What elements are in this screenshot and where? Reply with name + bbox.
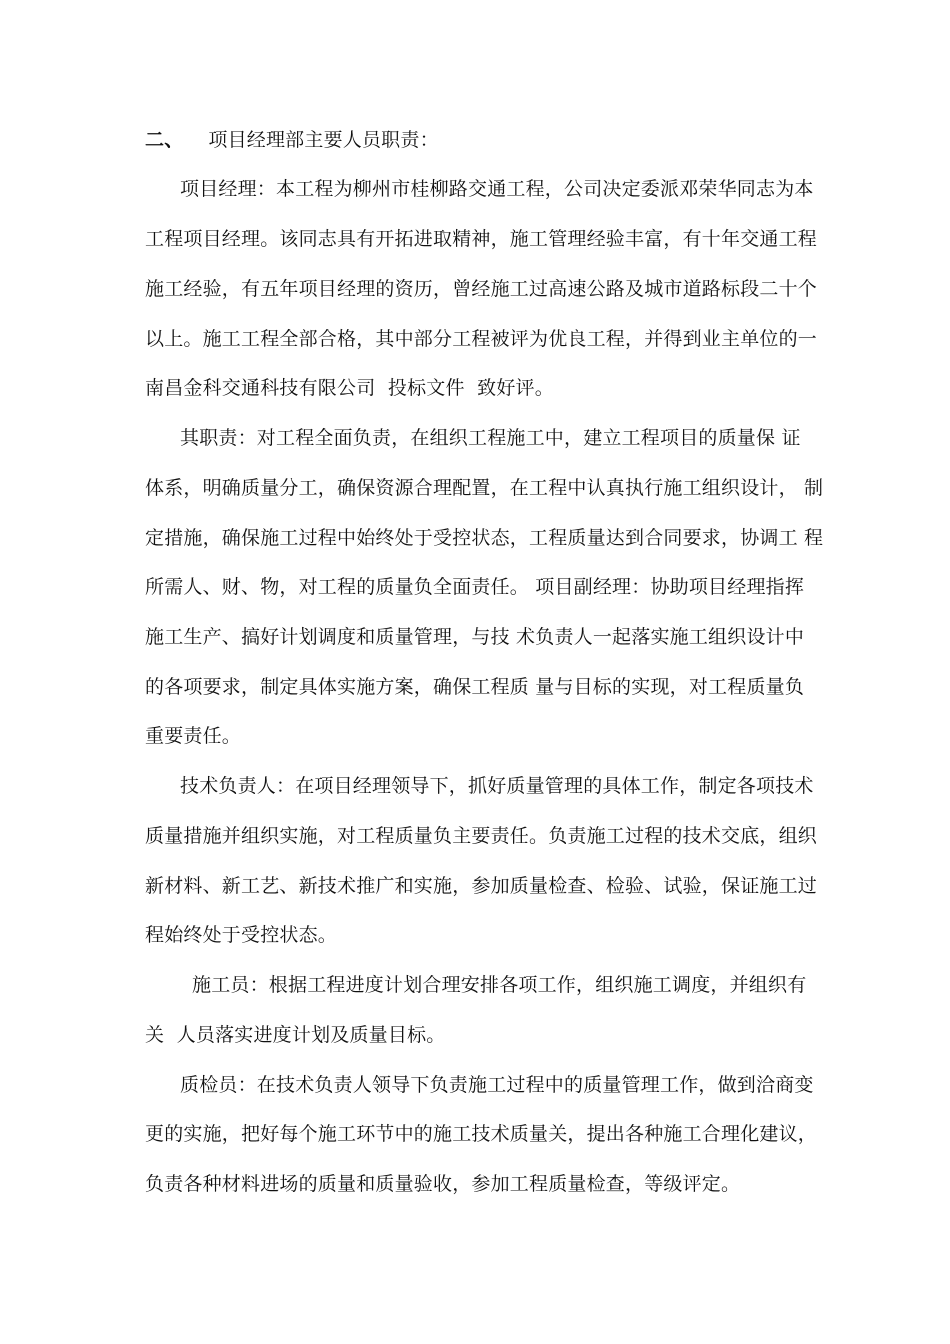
paragraph-line: 体系，明确质量分工，确保资源合理配置，在工程中认真执行施工组织设计， 制 [145, 477, 824, 499]
paragraph-line: 项目经理：本工程为柳州市桂柳路交通工程，公司决定委派邓荣华同志为本 [180, 178, 814, 200]
paragraph-line: 施工生产、搞好计划调度和质量管理，与技 术负责人一起落实施工组织设计中 [145, 626, 805, 648]
paragraph-line: 技术负责人：在项目经理领导下，抓好质量管理的具体工作，制定各项技术 [180, 775, 814, 797]
paragraph-line: 以上。施工工程全部合格，其中部分工程被评为优良工程，并得到业主单位的一 [145, 328, 818, 350]
paragraph-line: 负责各种材料进场的质量和质量验收，参加工程质量检查，等级评定。 [145, 1173, 741, 1195]
paragraph-line: 工程项目经理。该同志具有开拓进取精神，施工管理经验丰富，有十年交通工程 [145, 228, 818, 250]
paragraph-line: 的各项要求，制定具体实施方案，确保工程质 量与目标的实现，对工程质量负 [145, 676, 805, 698]
section-number: 二、 [145, 129, 184, 151]
paragraph-line: 程始终处于受控状态。 [145, 924, 338, 946]
paragraph-line: 重要责任。 [145, 725, 242, 747]
paragraph-line: 质量措施并组织实施，对工程质量负主要责任。负责施工过程的技术交底，组织 [145, 825, 818, 847]
paragraph-line: 质检员：在技术负责人领导下负责施工过程中的质量管理工作，做到洽商变 [180, 1074, 814, 1096]
paragraph-line: 所需人、财、物，对工程的质量负全面责任。 项目副经理：协助项目经理指挥 [145, 576, 805, 598]
paragraph-line: 更的实施，把好每个施工环节中的施工技术质量关，提出各种施工合理化建议， [145, 1123, 818, 1145]
paragraph-line: 施工经验，有五年项目经理的资历，曾经施工过高速公路及城市道路标段二十个 [145, 278, 818, 300]
section-title: 项目经理部主要人员职责： [208, 129, 439, 151]
paragraph-line: 其职责：对工程全面负责，在组织工程施工中，建立工程项目的质量保 证 [180, 427, 801, 449]
section-heading [145, 127, 439, 153]
paragraph-line: 南昌金科交通科技有限公司 投标文件 致好评。 [145, 377, 554, 399]
paragraph-line: 定措施，确保施工过程中始终处于受控状态，工程质量达到合同要求，协调工 程 [145, 527, 824, 549]
paragraph-line: 新材料、新工艺、新技术推广和实施，参加质量检查、检验、试验，保证施工过 [145, 875, 818, 897]
paragraph-line: 关 人员落实进度计划及质量目标。 [145, 1024, 446, 1046]
paragraph-line: 施工员：根据工程进度计划合理安排各项工作，组织施工调度，并组织有 [192, 974, 807, 996]
